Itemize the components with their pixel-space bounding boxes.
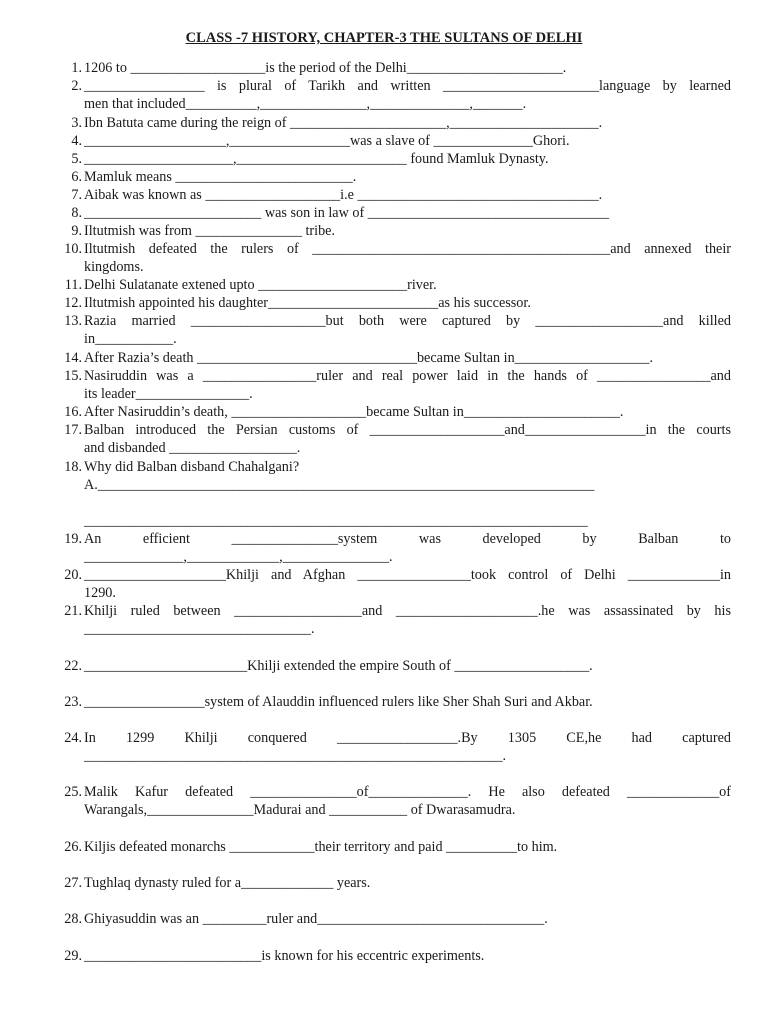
question-item	[52, 114, 731, 132]
question-item	[52, 657, 731, 675]
question-text	[84, 693, 731, 711]
question-item	[52, 729, 731, 765]
question-text	[84, 222, 731, 240]
question-number: 17.	[64, 422, 82, 438]
question-number: 26.	[64, 839, 82, 855]
question-text	[84, 150, 731, 168]
question-line: _____________________,________________________ found Mamluk Dynasty.	[84, 151, 549, 167]
question-line: Razia married ___________________but both were captured by __________________and killed	[84, 313, 731, 329]
question-text	[84, 132, 731, 150]
question-text	[84, 204, 731, 222]
question-text	[84, 367, 731, 403]
question-item	[52, 874, 731, 892]
question-item	[52, 947, 731, 965]
question-number: 2.	[71, 78, 82, 94]
question-number: 25.	[64, 784, 82, 800]
question-line: 1206 to ___________________is the period of the Delhi______________________.	[84, 60, 567, 76]
question-number: 23.	[64, 694, 82, 710]
question-line: ______________,_____________,_______________.	[84, 549, 393, 565]
question-item	[52, 222, 731, 240]
question-line: _________________ is plural of Tarikh and written ______________________language by learned	[84, 78, 731, 94]
question-number: 13.	[64, 313, 82, 329]
question-item	[52, 204, 731, 222]
question-line: In 1299 Khilji conquered _________________.By 1305 CE,he had captured	[84, 730, 731, 746]
question-text	[84, 312, 731, 348]
question-item	[52, 838, 731, 856]
question-text	[84, 168, 731, 186]
question-number: 4.	[71, 133, 82, 149]
question-line: in___________.	[84, 331, 177, 347]
question-text	[84, 566, 731, 602]
question-line: kingdoms.	[84, 259, 144, 275]
question-line: Nasiruddin was a ________________ruler and real power laid in the hands of ________________and	[84, 368, 731, 384]
question-item	[52, 693, 731, 711]
question-line: _______________________________________________________________________	[84, 513, 588, 529]
question-item	[52, 132, 731, 150]
question-line: Malik Kafur defeated _______________of______________. He also defeated _____________of	[84, 784, 731, 800]
question-item	[52, 910, 731, 928]
question-text	[84, 276, 731, 294]
question-text	[84, 783, 731, 819]
question-item	[52, 186, 731, 204]
question-text	[84, 421, 731, 457]
question-text	[84, 403, 731, 421]
question-item	[52, 240, 731, 276]
question-line: _________________________ was son in law of __________________________________	[84, 205, 609, 221]
question-text	[84, 838, 731, 856]
question-number: 15.	[64, 368, 82, 384]
question-number: 7.	[71, 187, 82, 203]
question-line: Warangals,_______________Madurai and ___________ of Dwarasamudra.	[84, 802, 516, 818]
question-line: 1290.	[84, 585, 116, 601]
question-line: An efficient _______________system was developed by Balban to	[84, 531, 731, 547]
question-item	[52, 530, 731, 566]
question-item	[52, 403, 731, 421]
question-text	[84, 77, 731, 113]
question-line: Tughlaq dynasty ruled for a_____________ years.	[84, 875, 371, 891]
question-number: 14.	[64, 350, 82, 366]
question-item	[52, 276, 731, 294]
question-number: 19.	[64, 531, 82, 547]
question-number: 3.	[71, 115, 82, 131]
question-text	[84, 114, 731, 132]
question-line: Khilji ruled between __________________and ____________________.he was assassinated by his	[84, 603, 731, 619]
question-line: men that included__________,_______________,______________,_______.	[84, 96, 527, 112]
question-line: ____________________Khilji and Afghan ________________took control of Delhi _____________in	[84, 567, 731, 583]
question-number: 27.	[64, 875, 82, 891]
question-text	[84, 947, 731, 965]
question-item	[52, 294, 731, 312]
question-line: Kiljis defeated monarchs ____________their territory and paid __________to him.	[84, 839, 558, 855]
question-item	[52, 150, 731, 168]
question-number: 10.	[64, 241, 82, 257]
question-item	[52, 458, 731, 530]
question-line: Iltutmish defeated the rulers of __________________________________________and annexed their	[84, 241, 731, 257]
question-number: 12.	[64, 295, 82, 311]
question-text	[84, 729, 731, 765]
question-line: Aibak was known as ___________________i.e __________________________________.	[84, 187, 603, 203]
question-line: ________________________________.	[84, 621, 315, 637]
question-item	[52, 783, 731, 819]
question-text	[84, 294, 731, 312]
question-text	[84, 874, 731, 892]
question-line: _______________________Khilji extended the empire South of ___________________.	[84, 658, 593, 674]
question-item	[52, 367, 731, 403]
question-number: 8.	[71, 205, 82, 221]
question-text	[84, 349, 731, 367]
question-number: 11.	[64, 277, 82, 293]
question-text	[84, 530, 731, 566]
question-number: 20.	[64, 567, 82, 583]
question-line: its leader________________.	[84, 386, 253, 402]
question-line: _________________________is known for his eccentric experiments.	[84, 948, 485, 964]
question-number: 16.	[64, 404, 82, 420]
question-line: Mamluk means _________________________.	[84, 169, 357, 185]
question-line: Ibn Batuta came during the reign of ______________________,_____________________.	[84, 115, 603, 131]
question-number: 5.	[71, 151, 82, 167]
question-text	[84, 602, 731, 638]
question-number: 18.	[64, 459, 82, 475]
question-line: Balban introduced the Persian customs of ___________________and_________________in the courts	[84, 422, 731, 438]
question-number: 21.	[64, 603, 82, 619]
question-item	[52, 59, 731, 77]
question-line: and disbanded __________________.	[84, 440, 301, 456]
question-text	[84, 910, 731, 928]
question-item	[52, 77, 731, 113]
question-number: 1.	[71, 60, 82, 76]
question-line: Iltutmish appointed his daughter________________________as his successor.	[84, 295, 531, 311]
question-item	[52, 312, 731, 348]
question-line: A.______________________________________________________________________	[84, 477, 595, 493]
question-text	[84, 458, 731, 530]
question-item	[52, 602, 731, 638]
question-number: 6.	[71, 169, 82, 185]
question-line: Why did Balban disband Chahalgani?	[84, 459, 300, 475]
question-item	[52, 421, 731, 457]
question-number: 9.	[71, 223, 82, 239]
question-line: Delhi Sulatanate extened upto _____________________river.	[84, 277, 437, 293]
question-number: 29.	[64, 948, 82, 964]
question-line: Iltutmish was from _______________ tribe.	[84, 223, 336, 239]
question-number: 24.	[64, 730, 82, 746]
question-number: 28.	[64, 911, 82, 927]
question-text	[84, 186, 731, 204]
question-line: After Nasiruddin’s death, ___________________became Sultan in______________________.	[84, 404, 624, 420]
question-text	[84, 59, 731, 77]
question-line: ____________________,_________________was a slave of ______________Ghori.	[84, 133, 570, 149]
question-item	[52, 168, 731, 186]
question-item	[52, 566, 731, 602]
question-line: _________________system of Alauddin influenced rulers like Sher Shah Suri and Akbar.	[84, 694, 593, 710]
page-title: CLASS -7 HISTORY, CHAPTER-3 THE SULTANS OF DELHI	[185, 30, 583, 46]
question-line	[84, 494, 731, 512]
question-number: 22.	[64, 658, 82, 674]
question-text	[84, 657, 731, 675]
question-text	[84, 240, 731, 276]
question-line: After Razia’s death _______________________________became Sultan in___________________.	[84, 350, 653, 366]
question-line: Ghiyasuddin was an _________ruler and________________________________.	[84, 911, 548, 927]
question-item	[52, 349, 731, 367]
question-line: ___________________________________________________________.	[84, 748, 507, 764]
